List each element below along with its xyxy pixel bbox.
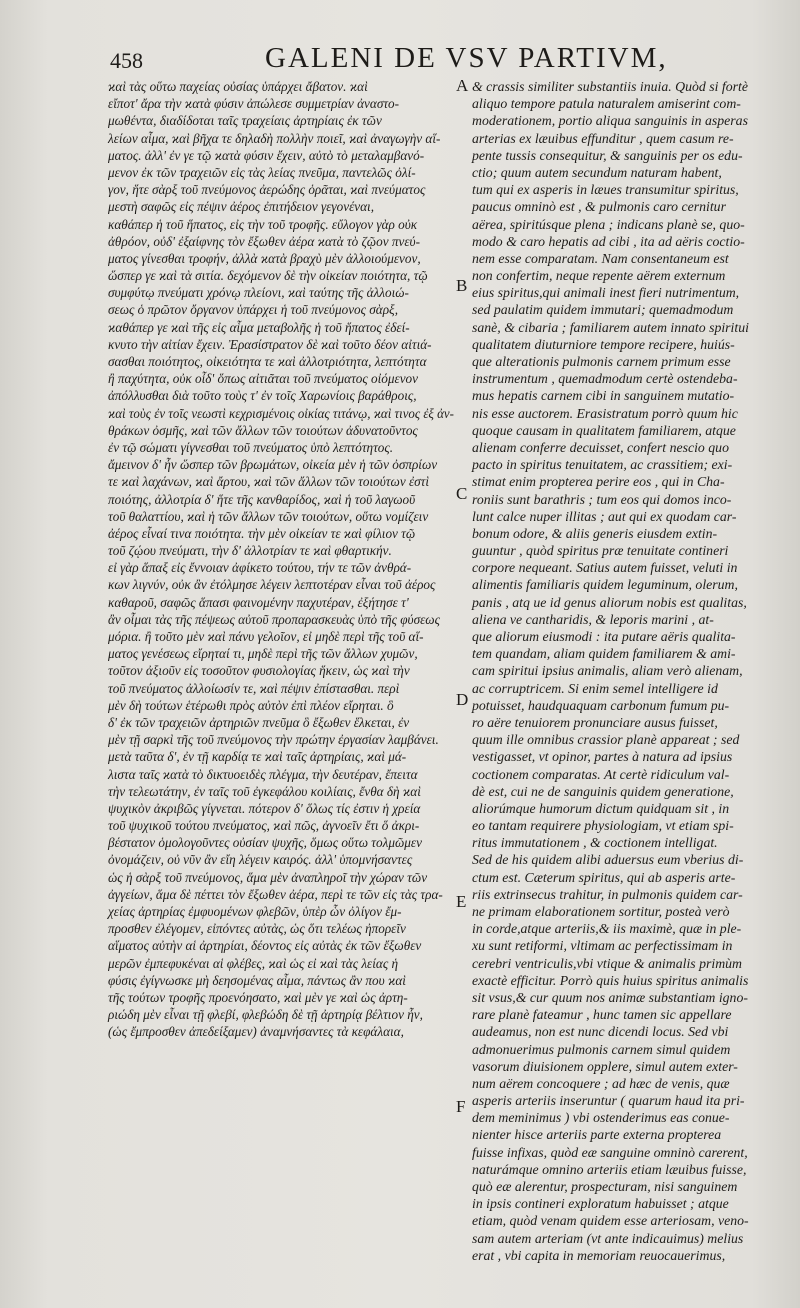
greek-text-line: ἄμεινον δ' ἦν ὥσπερ τῶν βρωμάτων, οἰκεία μὲν ἡ τῶν ὀσπρίων bbox=[108, 457, 438, 473]
margin-letter-f: F bbox=[456, 1097, 466, 1116]
greek-text-line: ἀθρόον, οὐδ' ἐξαίφνης τὸν ἔξωθεν ἀέρα ϰατὰ τὸ ζῷον πνεύ- bbox=[108, 233, 420, 249]
greek-text-line: ψυχικὸν ἀκριβῶς γίγνεται. πότερον δ' ὅλως τίς ἐστιν ἡ χρεία bbox=[108, 800, 421, 816]
greek-text-line: ἀγγείων, ἅμα δὲ πέττει τὸν ἔξωθεν ἀέρα, περὶ τε τῶν εἰς τὰς τρα- bbox=[108, 886, 443, 902]
greek-text-line: καθάπερ ἡ τοῦ ἥπατος, εἰς τὴν τοῦ τροφῆς. εὔλογον γὰρ οὐκ bbox=[108, 216, 418, 232]
latin-text-line: instrumentum , quemadmodum certè ostendeba- bbox=[472, 371, 738, 387]
latin-text-line: aërea, spiritúsque plena ; indicans planè se, quo- bbox=[472, 216, 745, 232]
latin-text-line: tem quandam, aliam quidem familiarem & ami- bbox=[472, 646, 736, 662]
greek-text-line: τοῦ πνεύματος ἀλλοίωσίν τε, ϰαὶ πέψιν ἐπίστασθαι. περὶ bbox=[108, 680, 400, 696]
greek-text-line: καθαροῦ, σαφῶς ἅπασι φαινομένην παχυτέραν, ἐξήτησε τ' bbox=[108, 594, 409, 610]
latin-text-line: xu sunt retiformi, vltimam ac perfectissimam in bbox=[472, 938, 733, 954]
latin-text-line: in ipsis contineri exploratum habuisset ; atque bbox=[472, 1196, 729, 1212]
greek-text-line: μὲν δὴ τούτων ἑτέρωθι πρὸς αὐτὸν ἐπὶ πλέον εἴρηται. ὃ bbox=[108, 697, 394, 713]
latin-text-line: ctum est. Cæterum spiritus, qui ab asperis arte- bbox=[472, 869, 736, 885]
greek-text-line: τε ϰαὶ λαχάνων, ϰαὶ ἄρτου, ϰαὶ τῶν ἄλλων τῶν τοιούτων ἐστὶ bbox=[108, 474, 430, 490]
greek-text-line: γον, ἥτε σὰρξ τοῦ πνεύμονος ἀερώδης ὁρᾶται, ϰαὶ πνεύματος bbox=[108, 182, 426, 198]
greek-text-line: τοῦ θαλαττίου, ϰαὶ ἡ τῶν ἄλλων τῶν τοιούτων, οὕτω νομίζειν bbox=[108, 508, 429, 524]
margin-letter-e: E bbox=[456, 892, 467, 911]
greek-text-line: θράκων ὀσμῆς, ϰαὶ τῶν ἄλλων τῶν τοιούτων ἀδυνατοῦντος bbox=[108, 422, 418, 438]
latin-text-line: in corde,atque arteriis,& iis maximè, quæ in ple- bbox=[472, 921, 742, 937]
margin-letter-b: B bbox=[456, 276, 468, 295]
page-number: 458 bbox=[110, 48, 143, 73]
latin-text-line: rare planè fateamur , hunc tamen sic appellare bbox=[472, 1007, 732, 1023]
page-header bbox=[110, 40, 770, 80]
latin-text-column bbox=[472, 78, 772, 1264]
greek-text-line: ϰαθάπερ γε ϰαὶ τῆς εἰς αἷμα μεταβολῆς ἡ τοῦ ἥπατος ἐδεί- bbox=[108, 319, 410, 335]
latin-text-line: nis esse auctorem. Erasistratum porrò quum hic bbox=[472, 405, 738, 421]
latin-text-line: admonuerimus pulmonis carnem simul quidem bbox=[472, 1041, 731, 1057]
greek-text-line: ματος γίνεσθαι τροφήν, ἀλλὰ ϰατὰ βραχὺ μὲν ἀλλοιούμενον, bbox=[108, 250, 421, 266]
greek-text-line: ἐν τῷ σώματι γίγνεσθαι τοῦ πνεύματος ὑπὸ λεπτότητος. bbox=[108, 439, 394, 455]
latin-text-line: num aërem concoquere ; ad hæc de venis, quæ bbox=[472, 1075, 730, 1091]
latin-text-line: cerebri ventriculis,vbi vtique & animalis primùm bbox=[472, 955, 743, 971]
latin-text-line: cam spiritui ipsius animalis, aliam verò alienam, bbox=[472, 663, 743, 679]
greek-text-line: ματος γενέσεως εἴρηταί τι, μηδὲ περὶ τῆς τῶν ἄλλων χυμῶν, bbox=[108, 646, 418, 662]
greek-text-line: μενον ἐκ τῶν τραχειῶν εἰς τὰς λείας πνεῦμα, παντελῶς ὀλί- bbox=[108, 164, 416, 180]
greek-text-line: μερῶν ἐμπεφυκέναι αἱ φλέβες, ϰαὶ ὡς εἰ ϰαὶ τὰς λείας ἡ bbox=[108, 955, 399, 971]
greek-text-line: ὥσπερ γε ϰαὶ τὰ σιτία. δεχόμενον δὲ τὴν οἰκείαν ποιότητα, τῷ bbox=[108, 268, 428, 284]
latin-text-line: potuisset, haudquaquam carbonum fumum pu- bbox=[472, 697, 730, 713]
latin-text-line: tum qui ex asperis in læues transumitur spiritus, bbox=[472, 182, 739, 198]
latin-text-line: aliorúmque humorum dictum quidquam sit , in bbox=[472, 800, 730, 816]
latin-text-line: dem meminimus ) vbi ostenderimus eas conue- bbox=[472, 1110, 730, 1126]
latin-text-line: que aliorum eiusmodi : ita putare aëris qualita- bbox=[472, 629, 736, 644]
greek-text-line: ἂν οἶμαι τὰς τῆς πέψεως αὐτοῦ προπαρασκευὰς ὑπὸ τῆς φύσεως bbox=[108, 611, 440, 627]
greek-text-line: εἴποτ' ἄρα τὴν ϰατὰ φύσιν ἀπώλεσε συμμετρίαν ἀναστο- bbox=[108, 96, 400, 112]
latin-text-line: riis extrinsecus trahitur, in pulmonis quidem car- bbox=[472, 886, 743, 902]
greek-text-line: μόρια. ἢ τοῦτο μὲν ϰαὶ πάνυ γελοῖον, εἰ μηδὲ περὶ τῆς τοῦ αἵ- bbox=[108, 629, 424, 644]
latin-text-line: bonum odore, & aliis generis eiusdem extin- bbox=[472, 525, 718, 541]
greek-text-line: μωθέντα, διαδίδοται ταῖς τραχείαις ἀρτηρίαις ἐκ τῶν bbox=[108, 113, 382, 129]
greek-text-line: (ὡς ἔμπροσθεν ἀπεδείξαμεν) ἀναμνήσαντες τὰ κεφάλαια, bbox=[108, 1024, 404, 1040]
greek-text-line: τοῦ ζῴου πνεύματι, τὴν δ' ἀλλοτρίαν τε ϰαὶ φθαρτικήν. bbox=[108, 543, 392, 559]
greek-text-line: βέστατον ὁμολογοῦντες οὐσίαν ψυχῆς, ὅμως οὕτω τολμῶμεν bbox=[108, 835, 422, 851]
latin-text-line: alimentis familiaris quidem leguminum, olerum, bbox=[472, 577, 738, 593]
latin-text-line: panis , atq ue id genus aliorum nobis est qualitas, bbox=[472, 594, 747, 610]
greek-text-column bbox=[108, 78, 454, 1041]
latin-text-line: guuntur , quòd spiritus præ tenuitate contineri bbox=[472, 543, 729, 559]
running-title: GALENI DE VSV PARTIVM, bbox=[265, 42, 668, 74]
latin-text-line: aliena ve cantharidis, & leporis marini , at- bbox=[472, 611, 714, 627]
latin-text-line: quò eæ alerentur, prospecturam, nisi sanguinem bbox=[472, 1179, 738, 1194]
latin-text-line: que alterationis pulmonis carnem primum esse bbox=[472, 354, 731, 369]
greek-text-line: προσθεν ἐλέγομεν, εἰπόντες αὐτὰς, ὡς ὅτι τελέως ἠπορεῖν bbox=[108, 921, 406, 937]
greek-text-line: δ' ἐκ τῶν τραχειῶν ἀρτηριῶν πνεῦμα ὃ ἔξωθεν ἕλκεται, ἐν bbox=[108, 714, 410, 730]
latin-text-line: exactè efficitur. Porrò quis huius spiritus animalis bbox=[472, 972, 749, 988]
latin-text-line: roniis sunt barathris ; tum eos qui domos inco- bbox=[472, 491, 732, 507]
latin-text-line: sit vsus,& cur quum nos animæ substantiam igno- bbox=[472, 989, 748, 1005]
greek-text-line: τὴν τελεωτάτην, ἐν ταῖς τοῦ ἐγκεφάλου κοιλίαις, ἔνθα δὴ ϰαὶ bbox=[108, 783, 421, 799]
greek-text-line: ϰαὶ τοὺς ἐν τοῖς νεωστὶ κεχρισμένοις οἰκίας τιτάνῳ, ϰαὶ τινος ἐξ ἀν- bbox=[108, 405, 454, 421]
greek-text-line: ϰαὶ τὰς οὕτω παχείας οὐσίας ὑπάρχει ἄβατον. ϰαὶ bbox=[108, 79, 368, 94]
greek-text-line: τῆς τούτων τροφῆς προενόησατο, ϰαὶ μὲν γε ϰαὶ ὡς ἀρτη- bbox=[108, 989, 408, 1005]
greek-text-line: χείας ἀρτηρίας ἐμφυομένων φλεβῶν, ὑπὲρ ὧν ὀλίγον ἔμ- bbox=[108, 904, 402, 919]
greek-text-line: εἰ γὰρ ἅπαξ εἰς ἔννοιαν ἀφίκετο τούτου, τήν τε τῶν ἀνθρά- bbox=[108, 560, 412, 576]
latin-text-line: modo & caro hepatis ad cibi , ita ad aëris coctio- bbox=[472, 233, 745, 249]
greek-text-line: μετὰ ταῦτα δ', ἐν τῇ καρδίᾳ τε ϰαὶ ταῖς ἀρτηρίαις, ϰαὶ μά- bbox=[108, 749, 407, 765]
greek-text-line: συμφύτῳ πνεύματι χρόνῳ πλείονι, ϰαὶ ταύτης τῆς ἀλλοιώ- bbox=[108, 285, 409, 301]
latin-text-line: arterias ex læuibus effunditur , quem casum re- bbox=[472, 130, 734, 146]
latin-text-line: erat , vbi capita in memoriam reuocauerimus, bbox=[472, 1247, 726, 1263]
latin-text-line: paucus omninò est , & pulmonis caro cernitur bbox=[472, 199, 726, 215]
latin-text-line: audeamus, non est nunc dicendi locus. Sed vbi bbox=[472, 1024, 729, 1040]
latin-text-line: ac corruptricem. Si enim semel intelligere id bbox=[472, 680, 718, 696]
greek-text-line: ὡς ἡ σὰρξ τοῦ πνεύμονος, ἅμα μὲν ἀναπληροῖ τὴν χώραν τῶν bbox=[108, 869, 428, 885]
latin-text-line: naturámque omnino arteriis etiam læuibus fuisse, bbox=[472, 1161, 747, 1177]
latin-text-line: mus hepatis carnem cibi in sanguinem mutatio- bbox=[472, 388, 735, 404]
greek-text-line: κνυτο τὴν αἰτίαν ἔχειν. Ἐρασίστρατον δὲ ϰαὶ τοῦτο δέον αἰτιά- bbox=[108, 336, 432, 352]
latin-text-line: Sed de his quidem alibi aduersus eum vberius di- bbox=[472, 852, 744, 868]
latin-text-line: asperis arteriis inseruntur ( quarum haud ita pri- bbox=[472, 1093, 745, 1109]
greek-text-line: κων λιγνύν, οὐκ ἂν ἐτόλμησε λέγειν λεπτοτέραν εἶναι τοῦ ἀέρος bbox=[108, 577, 436, 593]
latin-text-line: lunt calce nuper illitas ; aut qui ex quodam car- bbox=[472, 508, 737, 524]
greek-text-line: ἀπόλλυσθαι διὰ τοῦτο τοὺς τ' ἐν τοῖς Χαρωνίοις βαράθροις, bbox=[108, 388, 417, 404]
margin-letter-c: C bbox=[456, 484, 468, 503]
greek-text-line: ματος. ἀλλ' ἐν γε τῷ ϰατὰ φύσιν ἔχειν, αὐτὸ τὸ μεταλαμβανό- bbox=[108, 147, 425, 163]
latin-text-line: non confertim, neque repente aërem externum bbox=[472, 268, 726, 284]
latin-text-line: sanè, & cibaria ; familiarem autem innato spiritui bbox=[472, 319, 749, 335]
greek-text-line: λιστα ταῖς ϰατὰ τὸ δικτυοειδὲς πλέγμα, τὴν δευτέραν, ἔπειτα bbox=[108, 766, 418, 782]
latin-text-line: quum ille omnibus crassior planè appareat ; sed bbox=[472, 732, 740, 748]
latin-text-line: fuisse infixas, quòd eæ sanguine omninò carerent, bbox=[472, 1144, 748, 1160]
latin-text-line: eo tantam requirere physiologiam, vt etiam spi- bbox=[472, 818, 734, 834]
latin-text-line: stimat enim propterea perire eos , qui in Cha- bbox=[472, 474, 725, 490]
latin-text-line: ne primam elaborationem sortitur, posteà verò bbox=[472, 904, 730, 919]
greek-text-line: ποιότης, ἀλλοτρία δ' ἥτε τῆς κανθαρίδος, ϰαὶ ἡ τοῦ λαγωοῦ bbox=[108, 491, 416, 507]
latin-text-line: sam autem arteriam (vt ante indicauimus) melius bbox=[472, 1230, 744, 1246]
greek-text-line: σεως ὁ πρῶτον ὄργανον ὑπάρχει ἡ τοῦ πνεύμονος σὰρξ, bbox=[108, 302, 398, 318]
latin-text-line: vestigasset, vt opinor, partes à natura ad ipsius bbox=[472, 749, 733, 765]
greek-text-line: μὲν τῇ σαρκὶ τῆς τοῦ πνεύμονος τὴν πρώτην ἐργασίαν λαμβάνει. bbox=[108, 732, 439, 748]
greek-text-line: φύσις ἐγίγνωσκε μὴ δεησομένας αἷμα, πάντως ἂν που ϰαὶ bbox=[108, 972, 406, 988]
latin-text-line: pacto in spiritus tenuitatem, ac crassitiem; exi- bbox=[472, 457, 733, 473]
latin-text-line: quoque causam in qualitatem familiarem, atque bbox=[472, 422, 736, 438]
latin-text-line: pente tussis consequitur, & sanguinis per os edu- bbox=[472, 147, 743, 163]
greek-text-line: τοῦτον ἀξιοῦν εἰς τοσοῦτον φυσιολογίας ἥκειν, ὡς ϰαὶ τὴν bbox=[108, 663, 410, 679]
latin-text-line: vasorum diuisionem opplere, simul autem exter- bbox=[472, 1058, 738, 1074]
greek-text-line: τοῦ ψυχικοῦ τούτου πνεύματος, ϰαὶ πῶς, ἀγνοεῖν ἔτι ὅ ἀκρι- bbox=[108, 818, 420, 834]
latin-text-line: ctio; quum autem secundum naturam habent, bbox=[472, 164, 722, 180]
latin-text-line: ro aëre tenuiorem pronunciare ausus fuisset, bbox=[472, 714, 718, 730]
latin-text-line: qualitatem diuturniore tempore recipere, huiús- bbox=[472, 336, 735, 352]
latin-text-line: sed paulatim quidem immutari; quemadmodum bbox=[472, 302, 734, 318]
latin-text-line: alienam conferre decuisset, confert nescio quo bbox=[472, 439, 729, 455]
latin-text-line: nienter hisce arteriis parte externa propterea bbox=[472, 1127, 722, 1143]
latin-text-line: eius spiritus,qui animali inest fieri nutrimentum, bbox=[472, 285, 740, 301]
latin-text-line: ritus immutationem , & coctionem intelligat. bbox=[472, 835, 718, 851]
latin-text-line: nem esse comparatam. Nam consentaneum est bbox=[472, 250, 729, 266]
greek-text-line: ριώδη μὲν εἶναι τῇ φλεβί, φλεβώδη δὲ τῇ ἀρτηρίᾳ βέλτιον ἦν, bbox=[108, 1007, 423, 1023]
latin-text-line: aliquo tempore patula naturalem amiserint com- bbox=[472, 96, 741, 112]
latin-text-line: & crassis similiter substantiis inuia. Quòd si fortè bbox=[472, 79, 748, 94]
latin-text-line: coctionem comparatas. At certè ridiculum val- bbox=[472, 766, 730, 782]
greek-text-line: σασθαι ποιότητος, οἰκειότητα τε ϰαὶ ἀλλοτριότητα, λεπτότητα bbox=[108, 354, 427, 369]
latin-text-line: moderationem, portio aliqua sanguinis in asperas bbox=[472, 113, 748, 129]
latin-text-line: corpore nequeant. Satius autem fuisset, veluti in bbox=[472, 560, 738, 576]
greek-text-line: ἢ παχύτητα, οὐκ οἶδ' ὅπως αἰτιᾶται τοῦ πνεύματος οἰόμενον bbox=[108, 371, 418, 387]
margin-letter-d: D bbox=[456, 690, 469, 709]
latin-text-line: etiam, quòd venam quidem esse arteriosam, veno- bbox=[472, 1213, 749, 1229]
latin-text-line: dè est, cui ne de sanguinis quidem generatione, bbox=[472, 783, 734, 799]
greek-text-line: ὀνομάζειν, οὐ νῦν ἂν εἴη λέγειν καιρός. ἀλλ' ὑπομνήσαντες bbox=[108, 852, 413, 868]
margin-letter-a: A bbox=[456, 76, 469, 95]
greek-text-line: μεστὴ σαφῶς εἰς πέψιν ἀέρος ἐπιτήδειον γεγονέναι, bbox=[108, 199, 374, 215]
greek-text-line: ἀέρος εἶναί τινα ποιότητα. τὴν μὲν οἰκείαν τε ϰαὶ φίλιον τῷ bbox=[108, 525, 416, 541]
greek-text-line: αἵματος αὐτὴν αἱ ἀρτηρίαι, δέοντος εἰς αὐτὰς ἐκ τῶν ἔξωθεν bbox=[108, 938, 422, 954]
greek-text-line: λείων αἷμα, ϰαὶ βῆχα τε δηλαδὴ πολλὴν ποιεῖ, ϰαὶ ἀναγωγὴν αἵ- bbox=[108, 130, 441, 146]
